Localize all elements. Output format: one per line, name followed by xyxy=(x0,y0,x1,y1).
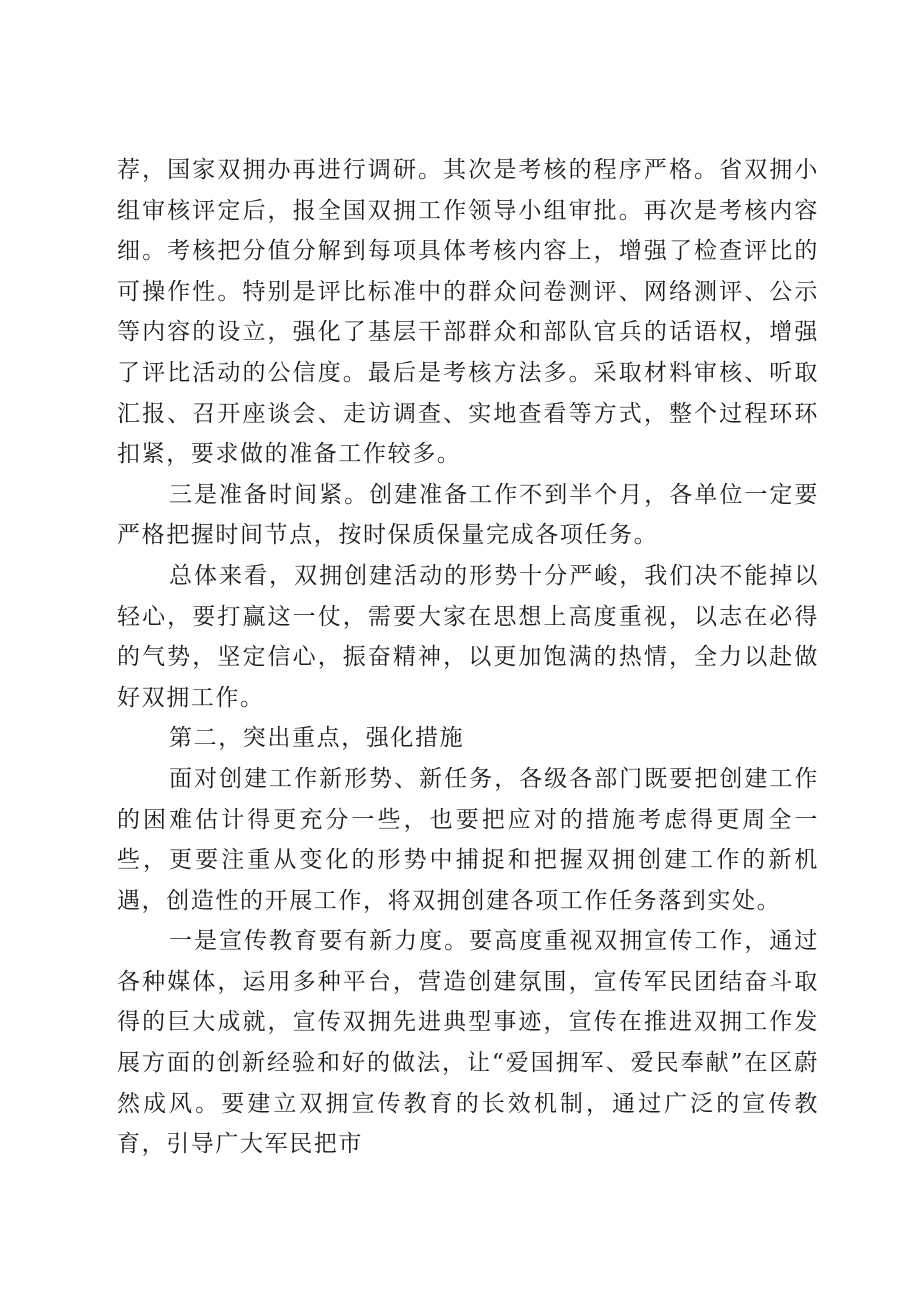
paragraph-5: 一是宣传教育要有新力度。要高度重视双拥宣传工作，通过各种媒体，运用多种平台，营造创建氛围，宣传军民团结奋斗取得的巨大成就，宣传双拥先进典型事迹，宣传在推进双拥工作发展方面的创新经验和好的做法，让“爱国拥军、爱民奉献”在区蔚然成风。要建立双拥宣传教育的长效机制，通过广泛的宣传教育，引导广大军民把市 xyxy=(117,928,819,1158)
section-heading: 第二，突出重点，强化措施 xyxy=(169,725,465,752)
paragraph-4: 面对创建工作新形势、新任务，各级各部门既要把创建工作的困难估计得更充分一些，也要把应对的措施考虑得更周全一些，更要注重从变化的形势中捕捉和把握双拥创建工作的新机遇，创造性的开展工作，将双拥创建各项工作任务落到实处。 xyxy=(117,765,819,914)
paragraph-3: 总体来看，双拥创建活动的形势十分严峻，我们决不能掉以轻心，要打赢这一仗，需要大家在思想上高度重视，以志在必得的气势，坚定信心，振奋精神，以更加饱满的热情，全力以赴做好双拥工作。 xyxy=(117,562,819,711)
paragraph-1: 荐，国家双拥办再进行调研。其次是考核的程序严格。省双拥小组审核评定后，报全国双拥工作领导小组审批。再次是考核内容细。考核把分值分解到每项具体考核内容上，增强了检查评比的可操作性。特别是评比标准中的群众问卷测评、网络测评、公示等内容的设立，强化了基层干部群众和部队官兵的话语权，增强了评比活动的公信度。最后是考核方法多。采取材料审核、听取汇报、召开座谈会、走访调查、实地查看等方式，整个过程环环扣紧，要求做的准备工作较多。 xyxy=(117,157,819,468)
document-body xyxy=(117,150,819,1165)
paragraph-2: 三是准备时间紧。创建准备工作不到半个月，各单位一定要严格把握时间节点，按时保质保量完成各项任务。 xyxy=(117,481,819,549)
